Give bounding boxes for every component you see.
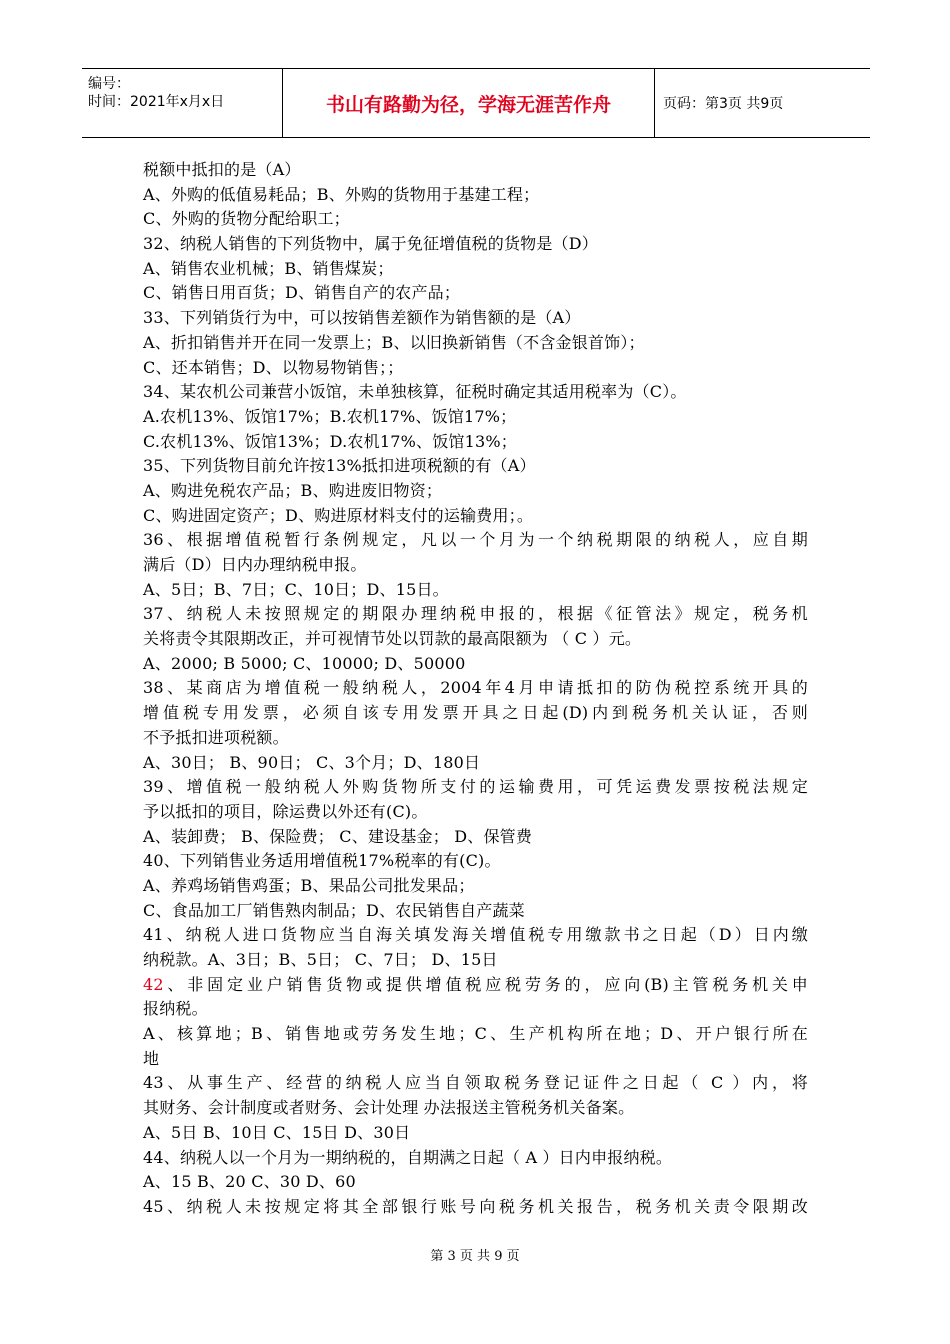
- number-label: 编号：: [88, 76, 130, 92]
- line-text: 45、纳税人未按规定将其全部银行账号向税务机关报告，税务机关责令限期改: [143, 1196, 808, 1216]
- line-text: 、非固定业户销售货物或提供增值税应税劳务的，应向(B)主管税务机关申: [163, 974, 808, 994]
- text-line: [143, 701, 808, 726]
- line-text: 35、下列货物目前允许按13%抵扣进项税额的有（A）: [143, 456, 536, 476]
- text-line: [143, 602, 808, 627]
- text-line: [143, 479, 808, 504]
- text-line: [143, 578, 808, 603]
- motto-text: 书山有路勤为径，学海无涯苦作舟: [325, 93, 611, 116]
- text-line: [143, 183, 808, 208]
- line-text: C、销售日用百货；D、销售自产的农产品；: [143, 283, 461, 303]
- line-text: 关将责令其限期改正，并可视情节处以罚款的最高限额为 （ C ）元。: [143, 629, 642, 649]
- text-line: [143, 405, 808, 430]
- line-text: 税额中抵扣的是（A）: [143, 160, 301, 179]
- line-text: A、养鸡场销售鸡蛋；B、果品公司批发果品；: [143, 875, 475, 895]
- text-line: [143, 430, 808, 455]
- line-text: 增值税专用发票，必须自该专用发票开具之日起(D)内到税务机关认证，否则: [143, 703, 808, 723]
- line-text: 41、纳税人进口货物应当自海关填发海关增值税专用缴款书之日起（D）日内缴: [143, 925, 808, 945]
- page-header: [82, 68, 870, 138]
- text-line: [143, 627, 808, 652]
- text-line: [143, 726, 808, 751]
- text-line: [143, 1047, 808, 1072]
- line-text: 39、增值税一般纳税人外购货物所支付的运输费用，可凭运费发票按税法规定: [143, 777, 808, 797]
- line-text: 37、纳税人未按照规定的期限办理纳税申报的，根据《征管法》规定，税务机: [143, 604, 808, 624]
- text-line: [143, 849, 808, 874]
- text-line: [143, 207, 808, 232]
- line-text: A、5日；B、7日；C、10日；D、15日。: [143, 579, 449, 599]
- header-motto-cell: [283, 69, 655, 137]
- line-text: C.农机13%、饭馆13%；D.农机17%、饭馆13%；: [143, 431, 517, 451]
- line-text: C、还本销售；D、以物易物销售；；: [143, 357, 404, 377]
- line-text: 其财务、会计制度或者财务、会计处理 办法报送主管税务机关备案。: [143, 1098, 635, 1118]
- line-text: A、折扣销售并开在同一发票上；B、以旧换新销售（不含金银首饰）；: [143, 332, 645, 352]
- question-number: 42: [143, 974, 164, 994]
- line-text: A、15 B、20 C、30 D、60: [143, 1172, 356, 1192]
- date-label: 时间：2021年x月x日: [88, 94, 225, 110]
- line-text: 不予抵扣进项税额。: [143, 727, 289, 747]
- text-line: [143, 553, 808, 578]
- line-text: 予以抵扣的项目，除运费以外还有(C)。: [143, 801, 428, 821]
- text-line: [143, 825, 808, 850]
- text-line: [143, 1146, 808, 1171]
- text-line: [143, 454, 808, 479]
- text-line: [143, 652, 808, 677]
- line-text: A、购进免税农产品；B、购进废旧物资；: [143, 480, 443, 500]
- text-line: [143, 232, 808, 257]
- line-text: C、购进固定资产；D、购进原材料支付的运输费用；。: [143, 505, 534, 525]
- line-text: 32、纳税人销售的下列货物中，属于免征增值税的货物是（D）: [143, 234, 598, 254]
- line-text: C、食品加工厂销售熟肉制品；D、农民销售自产蔬菜: [143, 900, 525, 920]
- line-text: A、2000; B 5000; C、10000; D、50000: [143, 653, 466, 673]
- line-text: 地: [143, 1048, 160, 1068]
- text-line: [143, 1022, 808, 1047]
- line-text: A、外购的低值易耗品；B、外购的货物用于基建工程；: [143, 184, 540, 204]
- text-line: [143, 775, 808, 800]
- line-text: 43、从事生产、经营的纳税人应当自领取税务登记证件之日起（ C ）内，将: [143, 1073, 808, 1093]
- text-line: [143, 528, 808, 553]
- text-line: [143, 676, 808, 701]
- text-line: [143, 356, 808, 381]
- text-line: [143, 380, 808, 405]
- text-line: [143, 1071, 808, 1096]
- document-body: [143, 158, 808, 1220]
- text-line: [143, 1195, 808, 1220]
- line-text: 纳税款。A、3日；B、5日； C、7日； D、15日: [143, 950, 498, 969]
- text-line: [143, 1096, 808, 1121]
- text-line: [143, 1121, 808, 1146]
- text-line: [143, 997, 808, 1022]
- line-text: 报纳税。: [143, 999, 208, 1019]
- line-text: A、30日； B、90日； C、3个月；D、180日: [143, 752, 481, 772]
- line-text: 44、纳税人以一个月为一期纳税的，自期满之日起（ A ）日内申报纳税。: [143, 1147, 673, 1167]
- text-line: [143, 751, 808, 776]
- line-text: A、5日 B、10日 C、15日 D、30日: [143, 1122, 411, 1142]
- line-text: 36、根据增值税暂行条例规定，凡以一个月为一个纳税期限的纳税人，应自期: [143, 530, 808, 550]
- line-text: 满后（D）日内办理纳税申报。: [143, 555, 367, 574]
- line-text: 40、下列销售业务适用增值税17%税率的有(C)。: [143, 851, 501, 871]
- page-number-label: 页码：第3页 共9页: [663, 96, 784, 112]
- line-text: A.农机13%、饭馆17%；B.农机17%、饭馆17%；: [143, 406, 517, 426]
- page-footer: [0, 1245, 950, 1264]
- line-text: A、装卸费； B、保险费； C、建设基金； D、保管费: [143, 826, 533, 846]
- text-line: [143, 874, 808, 899]
- line-text: 38、某商店为增值税一般纳税人，2004年4月申请抵扣的防伪税控系统开具的: [143, 678, 808, 698]
- text-line: [143, 800, 808, 825]
- line-text: 33、下列销货行为中，可以按销售差额作为销售额的是（A）: [143, 308, 581, 328]
- text-line: [143, 306, 808, 331]
- line-text: 34、某农机公司兼营小饭馆，未单独核算，征税时确定其适用税率为（C）。: [143, 382, 687, 402]
- text-line: [143, 504, 808, 529]
- text-line: [143, 948, 808, 973]
- text-line: [143, 1170, 808, 1195]
- header-info-cell: [82, 69, 283, 137]
- line-text: C、外购的货物分配给职工；: [143, 209, 350, 229]
- footer-page-number: 第 3 页 共 9 页: [430, 1249, 520, 1264]
- text-line: [143, 281, 808, 306]
- text-line: [143, 899, 808, 924]
- line-text: A、销售农业机械；B、销售煤炭；: [143, 258, 394, 278]
- text-line: [143, 257, 808, 282]
- text-line: [143, 923, 808, 948]
- text-line: [143, 158, 808, 183]
- text-line: [143, 973, 808, 998]
- line-text: A、核算地；B、销售地或劳务发生地；C、生产机构所在地；D、开户银行所在: [143, 1024, 808, 1044]
- header-page-cell: [655, 69, 870, 137]
- text-line: [143, 331, 808, 356]
